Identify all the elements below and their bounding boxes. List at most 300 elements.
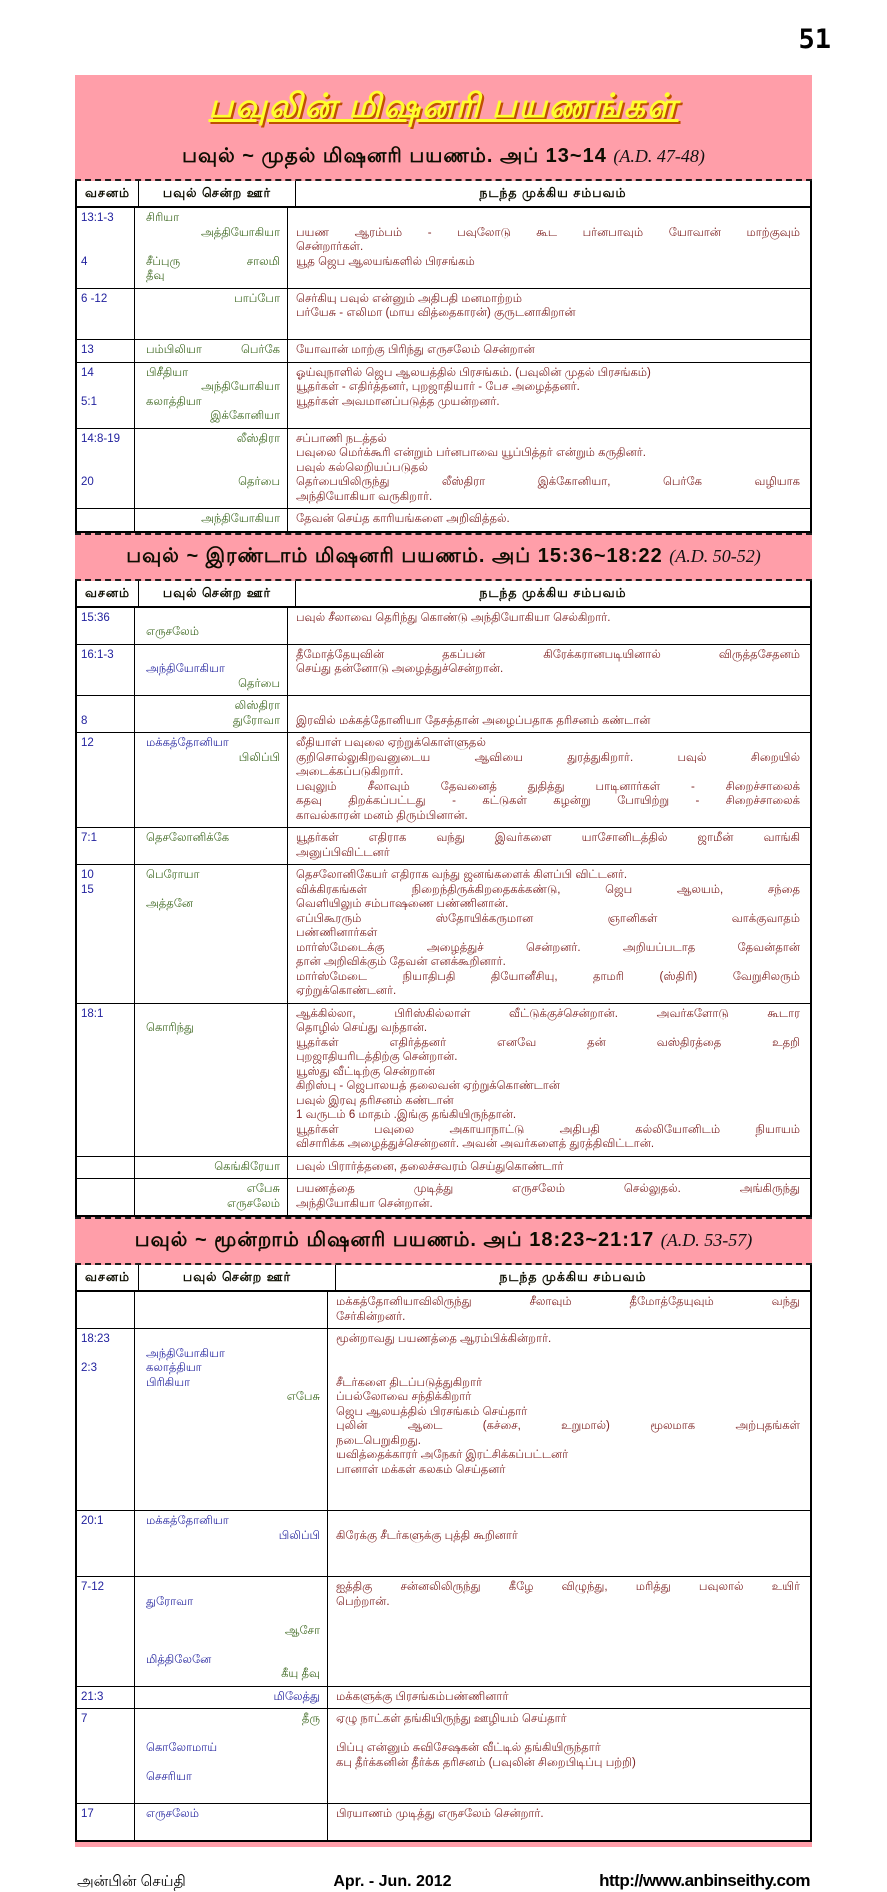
place-cell bbox=[135, 1004, 288, 1156]
place-line bbox=[135, 1609, 327, 1624]
verse-line bbox=[77, 1529, 134, 1544]
verse-line bbox=[77, 941, 134, 956]
journey-heading bbox=[75, 135, 812, 181]
event-line: சென்றார்கள். bbox=[296, 241, 364, 253]
event-line bbox=[328, 1727, 810, 1742]
place-line bbox=[135, 1741, 327, 1756]
place-line bbox=[135, 1712, 327, 1727]
verse-cell bbox=[77, 733, 135, 827]
event-line: மக்களுக்கு பிரசங்கம்பண்ணினார் bbox=[336, 1690, 509, 1703]
place-name: தீரு bbox=[301, 1713, 320, 1725]
verse-line bbox=[77, 1160, 134, 1175]
footer-issue-date: Apr. - Jun. 2012 bbox=[333, 1873, 452, 1890]
place-line bbox=[135, 765, 287, 780]
place-line bbox=[135, 240, 287, 255]
verse-cell bbox=[77, 1004, 135, 1156]
footer bbox=[75, 1871, 812, 1892]
place-line bbox=[135, 1332, 327, 1347]
place-line bbox=[135, 912, 287, 927]
verse-cell bbox=[77, 645, 135, 696]
event-line bbox=[328, 1638, 810, 1653]
table-row bbox=[77, 1803, 810, 1840]
verse-line bbox=[77, 1390, 134, 1405]
place-cell bbox=[135, 1157, 288, 1179]
place-cell bbox=[135, 208, 288, 288]
event-line bbox=[328, 1667, 810, 1682]
verse-line bbox=[77, 1595, 134, 1610]
place-line bbox=[135, 1050, 287, 1065]
event-line bbox=[328, 1361, 810, 1376]
verse-line bbox=[77, 1770, 134, 1785]
event-line bbox=[328, 1477, 810, 1492]
event-line: கிறிஸ்பு - ஜெபாலயத் தலைவன் ஏற்றுக்கொண்டான் bbox=[296, 1080, 560, 1092]
event-line: ஆக்கில்லா, பிரிஸ்கில்லாள் வீட்டுக்குச்சென்றான். அவர்களோடு கூடார bbox=[296, 1007, 800, 1020]
event-cell bbox=[328, 1511, 810, 1576]
event-line: யூஸ்து வீட்டிற்கு சென்றான் bbox=[296, 1065, 435, 1078]
event-cell bbox=[288, 1157, 810, 1179]
place-name: பாப்போ bbox=[234, 292, 280, 305]
journey-heading-tamil: பவுல் ~ முதல் மிஷனரி பயணம். அப் 13~14 bbox=[182, 145, 614, 167]
verse-line: 21:3 bbox=[81, 1690, 104, 1703]
page-title: பவுலின் மிஷனரி பயணங்கள் bbox=[208, 89, 679, 125]
place-line bbox=[135, 1558, 327, 1573]
place-line bbox=[135, 292, 287, 307]
event-line bbox=[288, 677, 810, 692]
event-cell bbox=[328, 1687, 810, 1709]
verse-line bbox=[77, 912, 134, 927]
place-cell bbox=[135, 340, 288, 362]
event-line bbox=[328, 1609, 810, 1624]
place-line bbox=[135, 1463, 327, 1478]
place-cell bbox=[135, 1329, 328, 1510]
place-line bbox=[135, 1448, 327, 1463]
place-line bbox=[135, 1667, 327, 1682]
place-cell bbox=[135, 608, 288, 644]
journey-heading-dates: (A.D. 53-57) bbox=[660, 1230, 753, 1250]
place-line bbox=[135, 897, 287, 912]
verse-line bbox=[77, 1310, 134, 1325]
table-header-row bbox=[77, 181, 810, 208]
table-row bbox=[77, 864, 810, 1003]
place-line bbox=[135, 1434, 327, 1449]
event-line: பவுல் கல்லெறியப்படுதல் bbox=[296, 461, 428, 474]
place-name: மித்திலேனே bbox=[146, 1653, 212, 1666]
place-line bbox=[135, 941, 287, 956]
journey-table bbox=[75, 581, 812, 1218]
place-line bbox=[135, 1197, 287, 1212]
event-line: யூதர்கள் அவமானப்படுத்த முயன்றனர். bbox=[296, 395, 500, 408]
event-line: கிரேக்கு சீடர்களுக்கு புத்தி கூறினார் bbox=[336, 1529, 518, 1542]
footer-website: http://www.anbinseithy.com bbox=[599, 1871, 810, 1890]
verse-cell bbox=[77, 608, 135, 644]
event-line: கதவு திறக்கப்பட்டது - கட்டுகள் கழன்று போயிற்று - சிறைச்சாலைக் bbox=[296, 795, 800, 807]
verse-line bbox=[77, 625, 134, 640]
place-line bbox=[135, 1376, 327, 1391]
verse-line bbox=[77, 1079, 134, 1094]
event-line: பவுல் பிரார்த்தனை, தலைச்சவரம் செய்துகொண்டார் bbox=[296, 1160, 564, 1173]
verse-line: 16:1-3 bbox=[81, 648, 114, 661]
event-cell bbox=[288, 363, 810, 428]
place-name: துரோவா bbox=[146, 1595, 194, 1608]
place-line bbox=[135, 1405, 327, 1420]
event-cell bbox=[288, 289, 810, 340]
place-name: சிரியா bbox=[146, 212, 180, 224]
place-line bbox=[135, 1108, 287, 1123]
journey-heading-dates: (A.D. 50-52) bbox=[669, 545, 761, 566]
event-line: தெசலோனிகேயர் எதிராக வந்து ஜனங்களைக் கிளப்பி விட்டனர். bbox=[296, 869, 628, 881]
event-line: விசாரிக்க அழைத்துச்சென்றனர். அவன் அவர்களைத் துரத்திவிட்டான். bbox=[296, 1138, 655, 1150]
verse-line bbox=[77, 306, 134, 321]
verse-line bbox=[77, 1434, 134, 1449]
event-line: யூத ஜெப ஆலயங்களில் பிரசங்கம் bbox=[296, 255, 475, 268]
event-cell bbox=[288, 608, 810, 644]
place-line bbox=[135, 1727, 327, 1742]
place-name: அந்தியோகியா bbox=[201, 381, 280, 393]
event-line bbox=[288, 625, 810, 640]
verse-line bbox=[77, 699, 134, 714]
verse-line bbox=[77, 1295, 134, 1310]
verse-line bbox=[77, 240, 134, 255]
verse-line bbox=[77, 1094, 134, 1109]
place-line bbox=[135, 446, 287, 461]
verse-cell bbox=[77, 1577, 135, 1686]
place-line bbox=[135, 380, 287, 395]
event-line: செய்து தன்னோடு அழைத்துச்சென்றான். bbox=[296, 663, 504, 675]
place-name: கொலோமாய் bbox=[146, 1742, 218, 1754]
verse-line: 7:1 bbox=[81, 832, 97, 844]
place-line bbox=[135, 1477, 327, 1492]
table-row bbox=[77, 339, 810, 362]
verse-line bbox=[77, 984, 134, 999]
place-line bbox=[135, 1182, 287, 1197]
column-header-event: நடந்த முக்கிய சம்பவம் bbox=[479, 585, 627, 600]
bottom-strip bbox=[75, 1842, 812, 1847]
place-name: சாலமி bbox=[246, 255, 280, 268]
place-line bbox=[135, 794, 287, 809]
table-row bbox=[77, 695, 810, 732]
event-line: காவல்காரன் மனம் திரும்பினான். bbox=[296, 809, 468, 822]
verse-line bbox=[77, 380, 134, 395]
verse-line bbox=[77, 926, 134, 941]
verse-line bbox=[77, 897, 134, 912]
table-row bbox=[77, 428, 810, 509]
event-cell bbox=[288, 1004, 810, 1156]
event-line bbox=[288, 321, 810, 336]
verse-line bbox=[77, 1123, 134, 1138]
place-line bbox=[135, 970, 287, 985]
place-cell bbox=[135, 696, 288, 732]
event-line: மக்கத்தோனியாவிலிருந்து சீலாவும் தீமோத்தேயுவும் வந்து bbox=[336, 1296, 800, 1308]
event-line: சீடர்களை திடப்படுத்துகிறார் bbox=[336, 1376, 483, 1389]
page-number: 51 bbox=[798, 24, 831, 55]
place-line bbox=[135, 269, 287, 284]
verse-line bbox=[77, 809, 134, 824]
verse-line bbox=[77, 1609, 134, 1624]
place-line bbox=[135, 1543, 327, 1558]
event-cell bbox=[288, 828, 810, 864]
event-line: புலின் ஆடை (கச்சை, உறுமால்) மூலமாக அற்புதங்கள் bbox=[336, 1420, 800, 1432]
event-line bbox=[328, 1514, 810, 1529]
table-row bbox=[77, 644, 810, 696]
place-line bbox=[135, 1094, 287, 1109]
verse-line: 20 bbox=[81, 476, 94, 488]
place-name: கொரிந்து bbox=[146, 1022, 194, 1034]
place-name: லீஸ்திரா bbox=[236, 432, 280, 445]
event-line: யூதர்கள் எதிர்த்தனர் எனவே தன் வஸ்திரத்தை உதறி bbox=[296, 1036, 800, 1049]
event-line bbox=[328, 1347, 810, 1362]
verse-line: 7-12 bbox=[81, 1581, 105, 1593]
place-cell bbox=[135, 1511, 328, 1576]
place-name: பெரோயா bbox=[146, 869, 200, 881]
verse-line bbox=[77, 1405, 134, 1420]
event-cell bbox=[288, 645, 810, 696]
event-line: புறஜாதியரிடத்திற்கு சென்றான். bbox=[296, 1051, 458, 1063]
verse-line bbox=[77, 1543, 134, 1558]
event-cell bbox=[288, 1179, 810, 1215]
place-line bbox=[135, 1137, 287, 1152]
verse-cell bbox=[77, 1292, 135, 1328]
column-header-verse: வசனம் bbox=[77, 581, 139, 606]
place-name: தெர்பை bbox=[238, 476, 280, 488]
verse-line bbox=[77, 409, 134, 424]
place-cell bbox=[135, 1687, 328, 1709]
content-area bbox=[75, 75, 812, 1892]
verse-cell bbox=[77, 429, 135, 509]
table-header-row bbox=[77, 581, 810, 608]
table-row bbox=[77, 508, 810, 531]
sections bbox=[75, 135, 812, 1842]
verse-line bbox=[77, 1558, 134, 1573]
verse-line bbox=[77, 1021, 134, 1036]
table-row bbox=[77, 732, 810, 827]
verse-cell bbox=[77, 289, 135, 340]
verse-line: 2:3 bbox=[81, 1362, 97, 1374]
place-line bbox=[135, 984, 287, 999]
verse-line bbox=[77, 794, 134, 809]
verse-cell bbox=[77, 1511, 135, 1576]
place-name: செசரியா bbox=[146, 1771, 192, 1783]
place-name: கீயு தீவு bbox=[281, 1668, 320, 1680]
event-line bbox=[288, 269, 810, 284]
event-cell bbox=[288, 696, 810, 732]
event-line: ஜெப ஆலயத்தில் பிரசங்கம் செய்தார் bbox=[336, 1405, 528, 1418]
table-row bbox=[77, 1292, 810, 1328]
place-name: பிசீதியா bbox=[146, 366, 189, 379]
place-line bbox=[135, 1595, 327, 1610]
place-line bbox=[135, 1310, 327, 1325]
journey-heading-tamil: பவுல் ~ மூன்றாம் மிஷனரி பயணம். அப் 18:23~21:17 bbox=[134, 1229, 661, 1251]
event-line: யூதர்கள் - எதிர்த்தனர், புறஜாதியார் - பேச அழைத்தனர். bbox=[296, 381, 580, 393]
place-line bbox=[135, 846, 287, 861]
event-line: பெற்றான். bbox=[336, 1595, 390, 1608]
table-row bbox=[77, 608, 810, 644]
place-line bbox=[135, 1529, 327, 1544]
place-line bbox=[135, 490, 287, 505]
event-cell bbox=[328, 1577, 810, 1686]
event-line bbox=[328, 1653, 810, 1668]
place-name: தீவு bbox=[146, 270, 165, 282]
event-cell bbox=[328, 1329, 810, 1510]
verse-line bbox=[77, 1756, 134, 1771]
verse-cell bbox=[77, 1179, 135, 1215]
verse-line bbox=[77, 461, 134, 476]
place-cell bbox=[135, 1709, 328, 1803]
place-name: அந்தியோகியா bbox=[146, 1347, 225, 1360]
event-cell bbox=[288, 733, 810, 827]
place-line bbox=[135, 306, 287, 321]
place-name: மக்கத்தோனியா bbox=[146, 1515, 229, 1527]
verse-cell bbox=[77, 509, 135, 531]
verse-line: 12 bbox=[81, 737, 94, 749]
verse-line bbox=[77, 1050, 134, 1065]
verse-cell bbox=[77, 828, 135, 864]
journey-heading bbox=[75, 1217, 812, 1265]
verse-line bbox=[77, 1376, 134, 1391]
verse-line bbox=[77, 1638, 134, 1653]
place-line bbox=[135, 1785, 327, 1800]
verse-line bbox=[77, 751, 134, 766]
event-line bbox=[328, 1770, 810, 1785]
event-line: ஏற்றுக்கொண்டனர். bbox=[296, 985, 397, 997]
place-line bbox=[135, 343, 287, 358]
place-line bbox=[135, 714, 287, 729]
verse-line: 8 bbox=[81, 714, 88, 727]
event-line: மார்ஸ்மேடை நியாதிபதி தியோனீசியு, தாமரி (ஸ்திரி) வேறுசிலரும் bbox=[296, 970, 800, 983]
place-line bbox=[135, 883, 287, 898]
table-row bbox=[77, 288, 810, 340]
column-header-place: பவுல் சென்ற ஊர் bbox=[139, 1265, 336, 1290]
place-line bbox=[135, 662, 287, 677]
verse-line bbox=[77, 662, 134, 677]
event-line: பவுல் இரவு தரிசனம் கண்டான் bbox=[296, 1094, 454, 1107]
event-line: சப்பாணி நடத்தல் bbox=[296, 432, 387, 445]
event-line: ஏழு நாட்கள் தங்கியிருந்து ஊழியம் செய்தார் bbox=[336, 1713, 567, 1725]
place-cell bbox=[135, 645, 288, 696]
verse-line: 4 bbox=[81, 255, 88, 268]
event-line: தேவன் செய்த காரியங்களை அறிவித்தல். bbox=[296, 513, 510, 525]
place-name: பிரிகியா bbox=[146, 1376, 191, 1389]
place-line bbox=[135, 1347, 327, 1362]
place-name: அத்தியோகியா bbox=[200, 226, 280, 239]
verse-line: 20:1 bbox=[81, 1515, 104, 1527]
verse-line bbox=[77, 1182, 134, 1197]
verse-line bbox=[77, 1653, 134, 1668]
verse-cell bbox=[77, 865, 135, 1003]
place-line bbox=[135, 432, 287, 447]
place-cell bbox=[135, 733, 288, 827]
event-line: அடைக்கப்படுகிறார். bbox=[296, 766, 404, 778]
verse-line: 15:36 bbox=[81, 611, 110, 624]
verse-line bbox=[77, 490, 134, 505]
place-line bbox=[135, 1580, 327, 1595]
verse-line bbox=[77, 1624, 134, 1639]
table-row bbox=[77, 1686, 810, 1709]
place-line bbox=[135, 1123, 287, 1138]
place-line bbox=[135, 1419, 327, 1434]
verse-line bbox=[77, 1667, 134, 1682]
place-cell bbox=[135, 1804, 328, 1840]
table-row bbox=[77, 1328, 810, 1510]
event-line: அந்தியோகியா சென்றான். bbox=[296, 1197, 433, 1210]
verse-line bbox=[77, 1347, 134, 1362]
place-line bbox=[135, 395, 287, 410]
verse-line: 13:1-3 bbox=[81, 212, 114, 224]
place-line bbox=[135, 1390, 327, 1405]
place-line bbox=[135, 736, 287, 751]
verse-line: 6 -12 bbox=[81, 292, 108, 305]
place-cell bbox=[135, 289, 288, 340]
place-line bbox=[135, 461, 287, 476]
place-cell bbox=[135, 429, 288, 509]
place-line bbox=[135, 648, 287, 663]
event-line: வெளியிலும் சம்பாஷணை பண்ணினான். bbox=[296, 898, 509, 910]
place-name: மிலேத்து bbox=[273, 1690, 320, 1703]
event-line: பவுல் சீலாவை தெரிந்து கொண்டு அந்தியோகியா செல்கிறார். bbox=[296, 611, 611, 624]
column-header-verse: வசனம் bbox=[77, 181, 139, 206]
verse-line bbox=[77, 1448, 134, 1463]
event-line: ப்பல்லோவை சந்திக்கிறார் bbox=[336, 1391, 472, 1403]
place-line bbox=[135, 1770, 327, 1785]
place-line bbox=[135, 1624, 327, 1639]
place-name: லிஸ்திரா bbox=[234, 700, 280, 712]
place-cell bbox=[135, 363, 288, 428]
event-line: குறிசொல்லுகிறவனுடைய ஆவியை துரத்துகிறார். பவுல் சிறையில் bbox=[296, 751, 800, 764]
verse-cell bbox=[77, 340, 135, 362]
place-name: கெங்கிரேயா bbox=[214, 1160, 280, 1173]
verse-line bbox=[77, 446, 134, 461]
verse-line bbox=[77, 269, 134, 284]
place-name: எருசலேம் bbox=[227, 1197, 280, 1210]
journey-heading-tamil: பவுல் ~ இரண்டாம் மிஷனரி பயணம். அப் 15:36~18:22 bbox=[126, 544, 670, 567]
event-line: தீமோத்தேயுவின் தகப்பன் கிரேக்கரானபடியினால் விருத்தசேதனம் bbox=[296, 648, 800, 661]
verse-line: 18:1 bbox=[81, 1007, 104, 1020]
place-line bbox=[135, 1021, 287, 1036]
place-line bbox=[135, 512, 287, 527]
event-line: நடைபெறுகிறது. bbox=[336, 1434, 421, 1447]
event-line bbox=[328, 1543, 810, 1558]
event-cell bbox=[288, 509, 810, 531]
verse-line bbox=[77, 677, 134, 692]
place-line bbox=[135, 1514, 327, 1529]
event-line: சேர்கின்றனர். bbox=[336, 1310, 406, 1323]
event-line: எப்பிகூரரும் ஸ்தோயிக்கருமான ஞானிகள் வாக்குவாதம் bbox=[296, 912, 800, 925]
place-name: ஆசோ bbox=[284, 1624, 320, 1637]
event-line: பவுலை மெர்க்கூரி என்றும் பர்னபாவை யூப்பித்தர் என்றும் கருதினர். bbox=[296, 447, 646, 459]
verse-cell bbox=[77, 1329, 135, 1510]
verse-cell bbox=[77, 1804, 135, 1840]
event-line: பானாள் மக்கள் கலகம் செய்தனர் bbox=[336, 1463, 506, 1476]
place-name: பிலிப்பி bbox=[278, 1529, 320, 1542]
verse-cell bbox=[77, 208, 135, 288]
event-line: ஓய்வுநாளில் ஜெப ஆலயத்தில் பிரசங்கம். (பவுலின் முதல் பிரசங்கம்) bbox=[296, 366, 651, 379]
place-line bbox=[135, 1160, 287, 1175]
place-name: இக்கோனியா bbox=[210, 410, 280, 422]
place-line bbox=[135, 1756, 327, 1771]
verse-line bbox=[77, 321, 134, 336]
place-line bbox=[135, 809, 287, 824]
column-header-place: பவுல் சென்ற ஊர் bbox=[139, 181, 296, 206]
event-line bbox=[328, 1624, 810, 1639]
place-line bbox=[135, 677, 287, 692]
verse-cell bbox=[77, 363, 135, 428]
event-line: தொழில் செய்து வந்தான். bbox=[296, 1022, 428, 1034]
place-line bbox=[135, 409, 287, 424]
column-header-verse: வசனம் bbox=[77, 1265, 139, 1290]
event-line: செர்கியு பவுல் என்னும் அதிபதி மனமாற்றம் bbox=[296, 292, 522, 305]
event-line bbox=[328, 1822, 810, 1837]
table-row bbox=[77, 1156, 810, 1179]
place-name: கலாத்தியா bbox=[146, 1362, 202, 1374]
